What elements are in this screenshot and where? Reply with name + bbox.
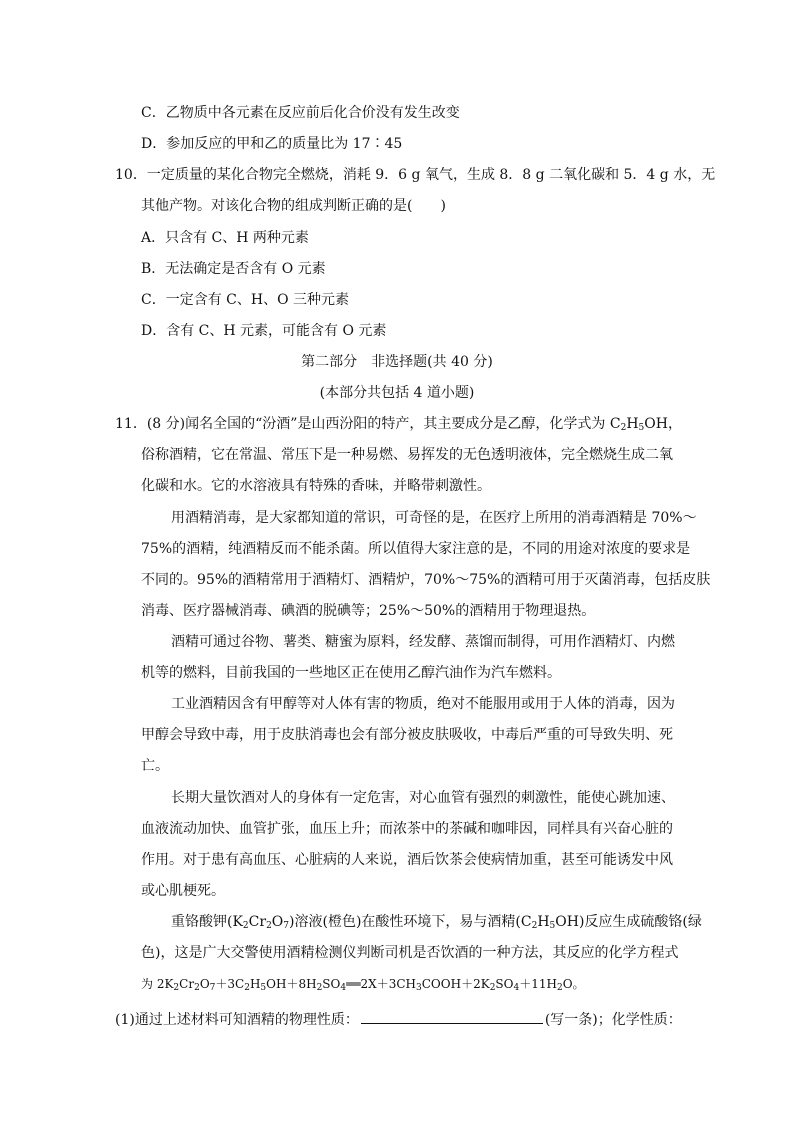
section-subtitle: (本部分共包括 4 道小题) <box>319 385 475 401</box>
q11-p5-line1: 长期大量饮酒对人的身体有一定危害，对心血管有强烈的刺激性，能使心跳加速、 <box>171 790 675 806</box>
q11-p1-line1: 11．(8 分)闻名全国的“汾酒”是山西汾阳的特产，其主要成分是乙醇，化学式为 $C_2H_5OH$， <box>115 416 682 433</box>
q11-sub1: (1)通过上述材料可知酒精的物理性质： (写一条)；化学性质： <box>115 1009 682 1030</box>
q11-p2-line4: 消毒、医疗器械消毒、碘酒的脱碘等；25%～50%的酒精用于物理退热。 <box>141 603 596 619</box>
section-title: 第二部分 非选择题(共 40 分) <box>301 354 493 370</box>
chemical-equation: 为 $2K_2Cr_2O_7+3C_2H_5OH+8H_2SO_4══2X+3CH_3COOH+2K_2SO_4+11H_2O$。 <box>141 977 585 993</box>
q10-stem-line2: 其他产物。对该化合物的组成判断正确的是( ) <box>141 198 446 214</box>
q11-p4-line3: 亡。 <box>141 758 169 774</box>
q11-p4-line2: 甲醇会导致中毒，用于皮肤消毒也会有部分被皮肤吸收，中毒后严重的可导致失明、死 <box>141 727 673 743</box>
q10-stem-line1: 10．一定质量的某化合物完全燃烧，消耗 9．6 g 氧气，生成 8．8 g 二氧化碳和 5．4 g 水，无 <box>115 167 716 183</box>
q11-p5-line4: 或心肌梗死。 <box>141 883 225 899</box>
q11-p4-line1: 工业酒精因含有甲醇等对人体有害的物质，绝对不能服用或用于人体的消毒，因为 <box>171 696 675 712</box>
q9-option-c: C．乙物质中各元素在反应前后化合价没有发生改变 <box>141 105 460 121</box>
q10-option-c: C．一定含有 C、H、O 三种元素 <box>141 292 350 308</box>
q11-p6-line2: 色)，这是广大交警使用酒精检测仪判断司机是否饮酒的一种方法，其反应的化学方程式 <box>141 945 679 961</box>
q11-p2-line2: 75%的酒精，纯酒精反而不能杀菌。所以值得大家注意的是，不同的用途对浓度的要求是 <box>141 541 691 557</box>
q11-p3-line1: 酒精可通过谷物、薯类、糖蜜为原料，经发酵、蒸馏而制得，可用作酒精灯、内燃 <box>171 634 675 650</box>
q10-option-a: A．只含有 C、H 两种元素 <box>141 230 309 246</box>
q10-option-d: D．含有 C、H 元素，可能含有 O 元素 <box>141 323 387 339</box>
q11-p5-line2: 血液流动加快、血管扩张，血压上升；而浓茶中的茶碱和咖啡因，同样具有兴奋心脏的 <box>141 821 673 837</box>
q11-p6-line1: 重铬酸钾$(K_2Cr_2O_7)$溶液(橙色)在酸性环境下，易与酒精$(C_2H_5OH)$反应生成硫酸铬(绿 <box>171 914 702 931</box>
q11-p2-line1: 用酒精消毒，是大家都知道的常识，可奇怪的是，在医疗上所用的消毒酒精是 70%～ <box>171 510 697 526</box>
q9-option-d: D．参加反应的甲和乙的质量比为 17∶45 <box>141 136 403 152</box>
q11-p5-line3: 作用。对于患有高血压、心脏病的人来说，酒后饮茶会使病情加重，甚至可能诱发中风 <box>141 852 673 868</box>
q11-p2-line3: 不同的。95%的酒精常用于酒精灯、酒精炉，70%～75%的酒精可用于灭菌消毒，包括皮肤 <box>141 572 711 588</box>
q11-p3-line2: 机等的燃料，目前我国的一些地区正在使用乙醇汽油作为汽车燃料。 <box>141 665 561 681</box>
q10-option-b: B．无法确定是否含有 O 元素 <box>141 261 326 277</box>
answer-blank[interactable] <box>361 1009 543 1024</box>
q11-p1-line2: 俗称酒精，它在常温、常压下是一种易燃、易挥发的无色透明液体，完全燃烧生成二氧 <box>141 447 673 463</box>
q11-p1-line3: 化碳和水。它的水溶液具有特殊的香味，并略带刺激性。 <box>141 478 491 494</box>
